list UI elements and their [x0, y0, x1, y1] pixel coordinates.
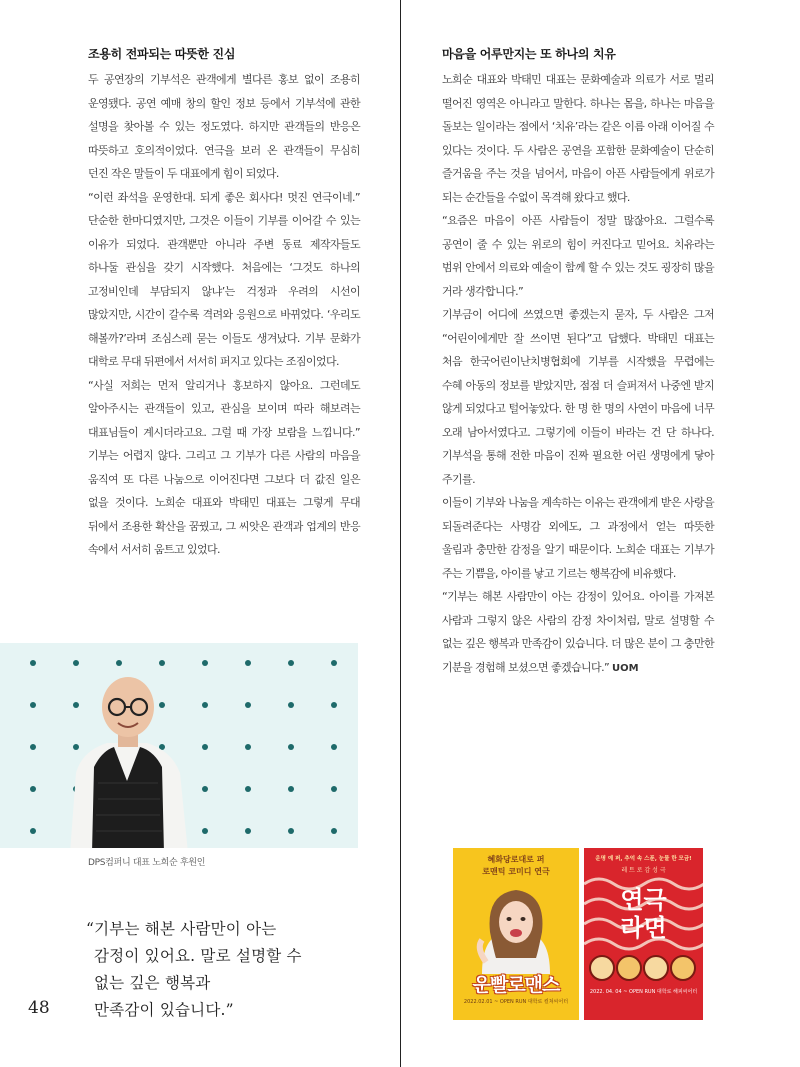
left-heading: 조용히 전파되는 따뜻한 진심 — [88, 47, 236, 61]
pattern-dot — [30, 660, 36, 666]
right-paragraph-1: 노희순 대표와 박태민 대표는 문화예술과 의료가 서로 멀리 떨어진 영역은 아니라고 말한다. 하나는 몸을, 하나는 마음을 돌보는 일이라는 점에서 ‘치유’라는 같은 이름 아래 이어질 수 있다는 것이다. 두 사람은 공연을 포함한 문화예술이 단순히 즐거움을 주는 것을 넘어서, 마음이 아픈 사람들에게 위로가 되는 순간들을 수없이 목격해 왔다고 했다. — [442, 73, 714, 204]
red-poster-info: 2022. 04. 04 ~ OPEN RUN 대학로 해피씨어터 — [589, 989, 698, 995]
left-paragraph-2: “이런 좌석을 운영한대. 되게 좋은 회사다! 멋진 연극이네.” 단순한 한마디였지만, 그것은 이들이 기부를 이어갈 수 있는 이유가 되었다. 관객뿐만 아니라 주변 동료 제작자들도 하나둘 관심을 갖기 시작했다. 처음에는 ‘그것도 하나의 고정비인데 부담되지 않냐’는 걱정과 우려의 시선이 많았지만, 시간이 갈수록 격려와 응원으로 바뀌었다. ‘우리도 해볼까?’라며 조심스레 묻는 이들도 생겨났다. 기부 문화가 대학로 무대 뒤편에서 서서히 퍼지고 있다는 조짐이었다. — [88, 190, 360, 368]
pattern-dot — [202, 744, 208, 750]
pull-quote-line-2: 감정이 있어요. 말로 설명할 수 — [94, 947, 302, 965]
pattern-dot — [245, 702, 251, 708]
red-poster-tagline: 운명 예 퍼, 추억 속 스푼, 눈물 한 모금! — [595, 856, 692, 862]
pull-quote-line-4: 만족감이 있습니다.” — [94, 1001, 234, 1019]
pattern-dot — [331, 660, 337, 666]
right-paragraph-3: 기부금이 어디에 쓰였으면 좋겠는지 묻자, 두 사람은 그저 “어린이에게만 잘 쓰이면 된다”고 답했다. 박태민 대표는 처음 한국어린이난치병협회에 기부를 시작했을 무렵에는 수혜 아동의 정보를 받았지만, 점점 더 슬퍼져서 나중엔 받지 않게 되었다고 털어놓았다. 한 명 한 명의 사연이 마음에 너무 오래 남아서였다고. 그렇기에 이들이 바라는 건 단 하나다. 기부석을 통해 전한 마음이 진짜 필요한 어린 생명에게 닿아 주기를. — [442, 308, 714, 486]
pattern-dot — [30, 702, 36, 708]
pattern-dot — [288, 828, 294, 834]
pattern-dot — [245, 660, 251, 666]
person-illustration — [62, 663, 192, 848]
yellow-poster-title: 운빨로맨스 — [472, 974, 560, 996]
red-poster-subtitle: 레 트 로 감 성 극 — [621, 867, 666, 874]
right-heading: 마음을 어루만지는 또 하나의 치유 — [442, 47, 616, 61]
pull-quote — [86, 916, 336, 1024]
pattern-dot — [202, 660, 208, 666]
right-column — [442, 44, 714, 680]
signature-mark: UOM — [611, 662, 639, 674]
yellow-poster-tagline-2: 로맨틱 코미디 연극 — [482, 867, 550, 876]
right-paragraph-5-text: “기부는 해본 사람만이 아는 감정이 있어요. 아이를 가져본 사람과 그렇지 않은 사람의 감정 차이처럼, 말로 설명할 수 없는 깊은 행복과 만족감이 있습니다. 더 많은 분이 그 충만한 기분을 경험해 보셨으면 좋겠습니다.” — [442, 590, 714, 674]
photo-caption: DPS컴퍼니 대표 노희순 후원인 — [88, 858, 206, 868]
poster-ramen — [584, 848, 703, 1020]
column-divider — [400, 0, 401, 1067]
yellow-poster-info: 2022.02.01 ~ OPEN RUN 대학로 컬쳐씨어터 — [463, 999, 569, 1005]
ramen-bowls-illustration — [588, 952, 699, 984]
right-paragraph-2: “요즘은 마음이 아픈 사람들이 정말 많잖아요. 그럴수록 공연이 줄 수 있는 위로의 힘이 커진다고 믿어요. 치유라는 범위 안에서 의료와 예술이 함께 할 수 있는 것도 굉장히 많을 거라 생각합니다.” — [442, 214, 714, 298]
pattern-dot — [331, 744, 337, 750]
pull-quote-line-3: 없는 깊은 행복과 — [94, 974, 211, 992]
pattern-dot — [331, 702, 337, 708]
page-number: 48 — [28, 998, 50, 1018]
pattern-dot — [331, 786, 337, 792]
pattern-dot — [202, 702, 208, 708]
left-paragraph-3: “사실 저희는 먼저 알리거나 홍보하지 않아요. 그런데도 알아주시는 관객들이 있고, 관심을 보이며 따라 해보려는 대표님들이 계시더라고요. 그럴 때 가장 보람을 느낍니다.” 기부는 어렵지 않다. 그리고 그 기부가 다른 사람의 마음을 움직여 또 다른 나눔으로 이어진다면 그보다 더 값진 일은 없을 것이다. 노희순 대표와 박태민 대표는 그렇게 무대 뒤에서 조용한 확산을 꿈꿨고, 그 씨앗은 관객과 업계의 반응 속에서 서서히 움트고 있었다. — [88, 378, 360, 556]
pattern-dot — [245, 744, 251, 750]
pattern-dot — [245, 786, 251, 792]
right-paragraph-5 — [442, 585, 714, 680]
red-poster-title-2: 라면 — [620, 914, 667, 942]
yellow-poster-tagline-1: 혜화당로대로 퍼 — [487, 855, 545, 864]
pattern-dot — [245, 828, 251, 834]
pattern-dot — [288, 786, 294, 792]
left-paragraph-1: 두 공연장의 기부석은 관객에게 별다른 홍보 없이 조용히 운영됐다. 공연 예매 창의 할인 정보 등에서 기부석에 관한 설명을 찾아볼 수 있는 정도였다. 하지만 관객들의 반응은 따뜻하고 호의적이었다. 연극을 보러 온 관객들이 무심히 던진 작은 말들이 두 대표에게 힘이 되었다. — [88, 73, 360, 180]
right-paragraph-4: 이들이 기부와 나눔을 계속하는 이유는 관객에게 받은 사랑을 되돌려준다는 사명감 외에도, 그 과정에서 얻는 따뜻한 울림과 충만한 감정을 알기 때문이다. 노희순 대표는 기부가 주는 기쁨을, 아이를 낳고 기르는 행복감에 비유했다. — [442, 496, 714, 580]
pull-quote-line-1: “기부는 해본 사람만이 아는 — [86, 920, 277, 938]
red-poster-title-1: 연극 — [620, 886, 667, 914]
pattern-dot — [288, 744, 294, 750]
pattern-dot — [202, 786, 208, 792]
poster-unppal-romance — [453, 848, 579, 1020]
portrait-photo — [0, 643, 358, 848]
left-column — [88, 44, 360, 562]
pattern-dot — [30, 828, 36, 834]
pattern-dot — [30, 744, 36, 750]
pattern-dot — [288, 660, 294, 666]
pattern-dot — [30, 786, 36, 792]
pattern-dot — [331, 828, 337, 834]
pattern-dot — [202, 828, 208, 834]
actress-illustration — [476, 882, 556, 974]
pattern-dot — [288, 702, 294, 708]
